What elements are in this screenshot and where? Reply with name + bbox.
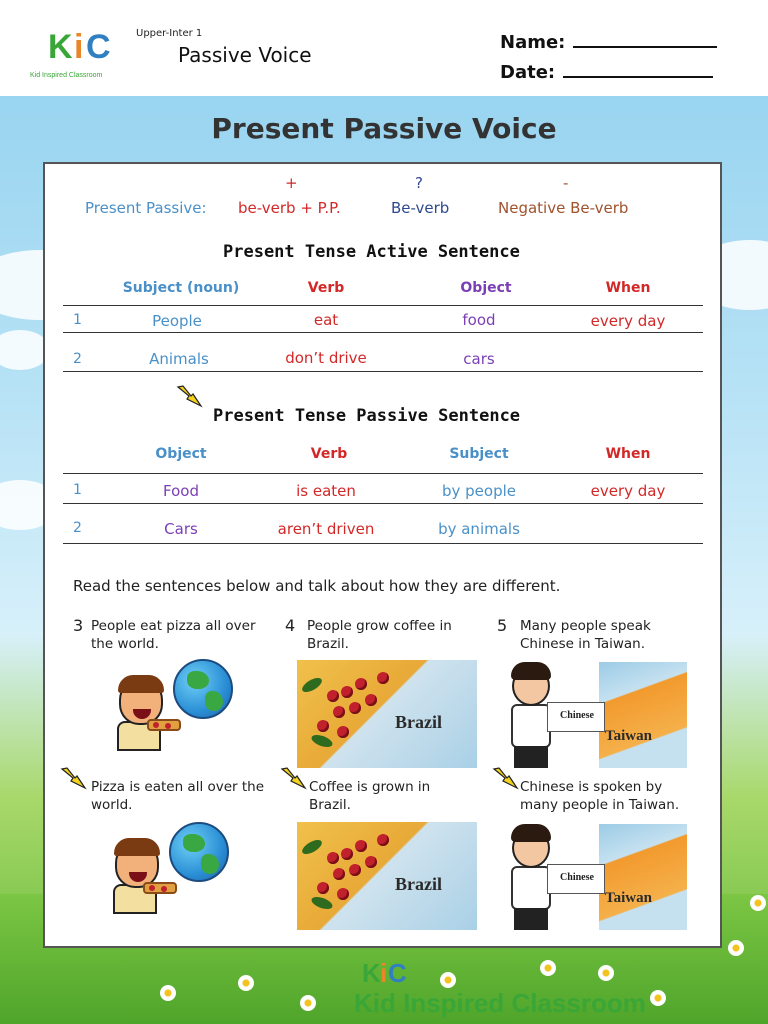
map-label: Brazil [395,874,442,894]
taiwan-boy-picture [503,822,689,932]
passive-section-title: Present Tense Passive Sentence [213,406,521,426]
formula-question: Be-verb [391,199,450,217]
date-label: Date: [500,62,556,83]
worksheet-panel [43,162,722,948]
daisy-flower [650,990,666,1006]
logo-letter-i: i [74,28,84,66]
globe-icon [169,822,229,882]
row-number: 2 [73,520,82,536]
example-number: 5 [497,616,508,635]
sign-label: Chinese [560,872,594,883]
daisy-flower [440,972,456,988]
daisy-flower [540,960,556,976]
example-active-sentence: Many people speak Chinese in Taiwan. [520,618,651,652]
logo-letter-k: K [48,28,73,66]
yellow-arrow-icon [175,384,205,410]
formula-positive: be-verb + P.P. [238,199,341,217]
daisy-flower [160,985,176,1001]
map-label: Taiwan [605,890,652,906]
map-label: Brazil [395,712,442,732]
table-cell: every day [590,482,666,500]
yellow-arrow-icon [59,766,89,792]
pizza-boy-globe-picture [111,659,241,754]
table-cell: Animals [149,350,209,368]
chinese-sign [547,864,605,894]
logo-letter-c: C [388,958,407,988]
row-number: 2 [73,351,82,367]
row-number: 1 [73,312,82,328]
active-header-verb: Verb [307,280,345,296]
level-label: Upper-Inter 1 [136,28,203,39]
daisy-flower [238,975,254,991]
globe-icon [173,659,233,719]
table-cell: People [152,312,202,330]
example-number: 3 [73,616,84,635]
active-header-object: Object [460,280,512,296]
passive-header-object: Object [155,446,207,462]
table-divider [63,332,703,333]
example-passive-sentence: Chinese is spoken by many people in Taiwan. [520,779,680,813]
table-divider [63,543,703,544]
instructions-text: Read the sentences below and talk about how they are different. [73,577,561,595]
passive-header-verb: Verb [310,446,348,462]
table-cell: don’t drive [285,349,367,367]
table-cell: food [462,311,496,329]
example-active-sentence: People grow coffee in Brazil. [307,618,452,652]
minus-symbol: - [563,174,569,192]
name-label: Name: [500,32,566,53]
table-cell: every day [590,312,666,330]
page-title: Present Passive Voice [211,112,557,145]
table-divider [63,473,703,474]
taiwan-boy-picture [503,660,689,770]
logo-tagline: Kid Inspired Classroom [30,72,103,79]
table-cell: Cars [164,520,198,538]
chinese-sign [547,702,605,732]
active-section-title: Present Tense Active Sentence [223,242,520,262]
kic-logo [30,28,130,84]
footer-kic-logo [354,958,646,1018]
pizza-icon [147,719,181,731]
logo-letter-i: i [380,958,388,988]
logo-letter-c: C [86,28,111,66]
row-number: 1 [73,482,82,498]
sign-label: Chinese [560,710,594,721]
passive-header-subject: Subject [449,446,509,462]
name-blank-line[interactable] [573,32,717,48]
table-cell: eat [313,311,339,329]
passive-header-when: When [605,446,651,462]
pizza-icon [143,882,177,894]
daisy-flower [598,965,614,981]
date-blank-line[interactable] [563,62,713,78]
table-cell: cars [463,350,495,368]
table-cell: Food [163,482,199,500]
name-field[interactable] [500,32,717,53]
yellow-arrow-icon [279,766,309,792]
daisy-flower [300,995,316,1011]
worksheet-header [0,0,768,96]
table-divider [63,305,703,306]
active-header-subject: Subject (noun) [122,280,240,296]
example-passive-sentence: Coffee is grown in Brazil. [309,779,431,813]
example-active-sentence: People eat pizza all over the world. [91,618,256,652]
example-number: 4 [285,616,296,635]
table-cell: aren’t driven [277,520,375,538]
yellow-arrow-icon [491,766,521,792]
taiwan-map [599,662,687,768]
active-header-when: When [605,280,651,296]
question-symbol: ? [415,174,423,192]
formula-negative: Negative Be-verb [498,199,629,217]
table-cell: by animals [438,520,520,538]
example-passive-sentence: Pizza is eaten all over the world. [91,779,265,813]
table-divider [63,371,703,372]
table-cell: by people [441,482,516,500]
table-cell: is eaten [296,482,356,500]
logo-letter-k: K [362,958,381,988]
taiwan-map [599,824,687,930]
map-label: Taiwan [605,728,652,744]
topic-label: Passive Voice [178,43,312,67]
table-divider [63,503,703,504]
plus-symbol: + [285,174,298,192]
formula-label: Present Passive: [85,199,207,217]
logo-tagline: Kid Inspired Classroom [354,988,646,1018]
daisy-flower [728,940,744,956]
brazil-coffee-picture [297,822,477,930]
date-field[interactable] [500,62,713,83]
daisy-flower [750,895,766,911]
pizza-boy-globe-picture [107,822,237,917]
brazil-coffee-picture [297,660,477,768]
